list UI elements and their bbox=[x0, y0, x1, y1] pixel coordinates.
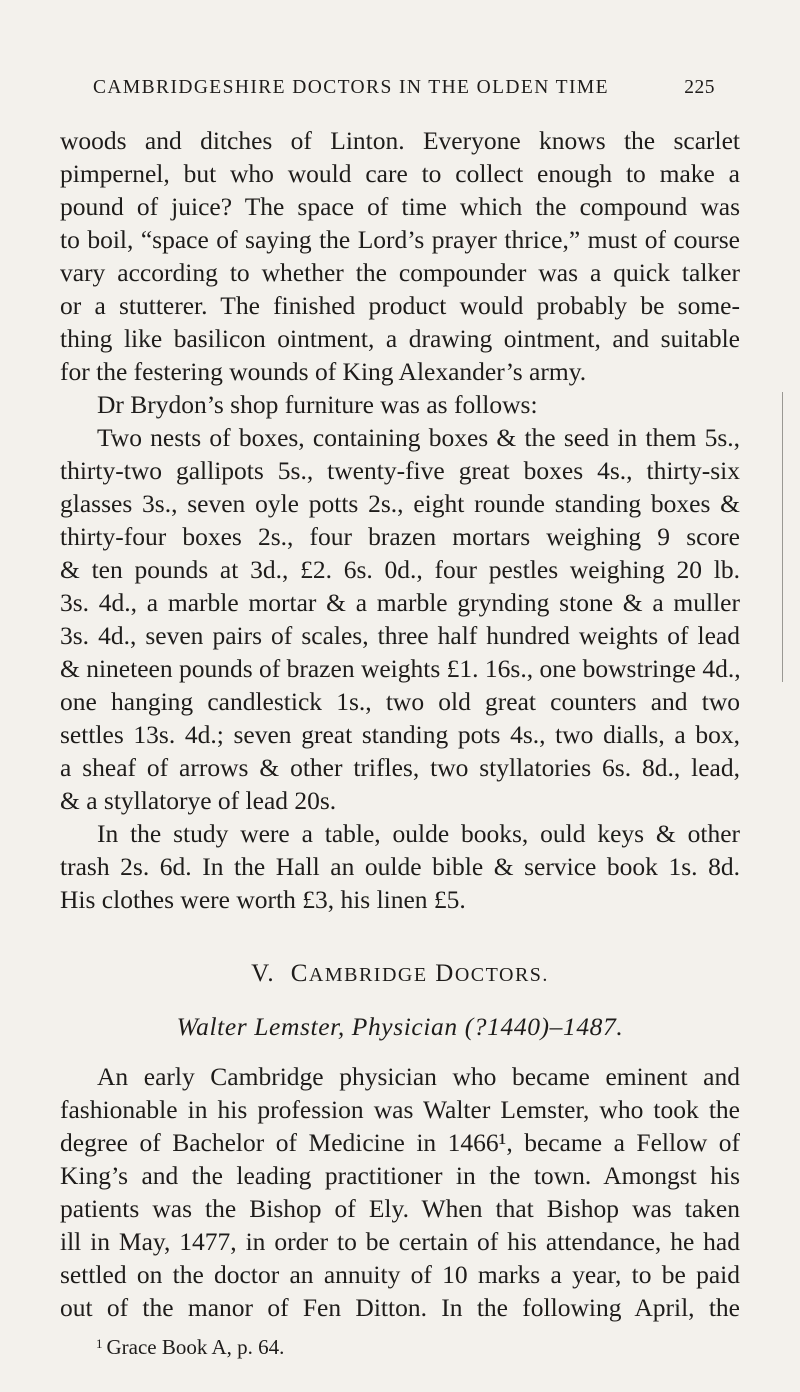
footnote bbox=[96, 1335, 284, 1360]
text-line: fashionable in his profession was Walter Lemster, who took the bbox=[60, 1095, 740, 1124]
text-line: for the festering wounds of King Alexander’s army. bbox=[60, 357, 587, 386]
footnote-text: Grace Book A, p. 64. bbox=[106, 1335, 285, 1359]
text-line: settles 13s. 4d.; seven great standing pots 4s., two dialls, a box, bbox=[60, 720, 740, 749]
section-title-initial: C bbox=[290, 960, 309, 987]
section-heading bbox=[0, 960, 800, 988]
text-line: pimpernel, but who would care to collect enough to make a bbox=[60, 159, 740, 188]
text-line: a sheaf of arrows & other trifles, two styllatories 6s. 8d., lead, bbox=[60, 753, 740, 782]
text-line: pound of juice? The space of time which the compound was bbox=[60, 192, 740, 221]
text-line: thirty-two gallipots 5s., twenty-five great boxes 4s., thirty-six bbox=[60, 456, 740, 485]
section-number: V. bbox=[251, 960, 276, 987]
text-line: vary according to whether the compounder was a quick talker bbox=[60, 258, 740, 287]
text-line: An early Cambridge physician who became eminent and bbox=[97, 1062, 740, 1091]
running-title: CAMBRIDGESHIRE DOCTORS IN THE OLDEN TIME bbox=[93, 77, 609, 98]
text-line: woods and ditches of Linton. Everyone knows the scarlet bbox=[60, 126, 740, 155]
page-edge-mark bbox=[782, 392, 783, 682]
page-number: 225 bbox=[684, 77, 715, 98]
text-line: settled on the doctor an annuity of 10 marks a year, to be paid bbox=[60, 1260, 740, 1289]
text-line: or a stutterer. The finished product would probably be some- bbox=[60, 291, 740, 320]
text-line: one hanging candlestick 1s., two old great counters and two bbox=[60, 687, 740, 716]
text-line: & a styllatorye of lead 20s. bbox=[60, 786, 337, 815]
text-line: patients was the Bishop of Ely. When that Bishop was taken bbox=[60, 1194, 740, 1223]
text-line: thirty-four boxes 2s., four brazen mortars weighing 9 score bbox=[60, 522, 740, 551]
text-line: trash 2s. 6d. In the Hall an oulde bible & service book 1s. 8d. bbox=[60, 852, 740, 881]
text-line: & ten pounds at 3d., £2. 6s. 0d., four pestles weighing 20 lb. bbox=[60, 555, 740, 584]
text-line: to boil, “space of saying the Lord’s prayer thrice,” must of course bbox=[60, 225, 740, 254]
footnote-marker: 1 bbox=[96, 1336, 103, 1351]
text-line: ill in May, 1477, in order to be certain of his attendance, he had bbox=[60, 1227, 740, 1256]
subheading: Walter Lemster, Physician (?1440)–1487. bbox=[176, 1012, 624, 1041]
text-line: thing like basilicon ointment, a drawing ointment, and suitable bbox=[60, 324, 740, 353]
text-line: & nineteen pounds of brazen weights £1. 16s., one bowstringe 4d., bbox=[60, 654, 741, 683]
text-line: degree of Bachelor of Medicine in 1466¹, became a Fellow of bbox=[60, 1128, 740, 1157]
text-line: King’s and the leading practitioner in the town. Amongst his bbox=[60, 1161, 740, 1190]
running-header bbox=[93, 77, 715, 111]
text-line: 3s. 4d., a marble mortar & a marble grynding stone & a muller bbox=[60, 588, 740, 617]
text-line: Dr Brydon’s shop furniture was as follows: bbox=[97, 390, 538, 419]
text-line: Two nests of boxes, containing boxes & the seed in them 5s., bbox=[97, 423, 740, 452]
section-title-rest: OCTORS. bbox=[454, 964, 549, 986]
text-line: His clothes were worth £3, his linen £5. bbox=[60, 885, 466, 914]
text-line: In the study were a table, oulde books, ould keys & other bbox=[97, 819, 740, 848]
text-line: 3s. 4d., seven pairs of scales, three half hundred weights of lead bbox=[60, 621, 740, 650]
text-line: glasses 3s., seven oyle potts 2s., eight rounde standing boxes & bbox=[60, 489, 740, 518]
section-title-initial: D bbox=[435, 960, 455, 987]
text-line: out of the manor of Fen Ditton. In the following April, the bbox=[60, 1293, 740, 1322]
section-title-rest: AMBRIDGE bbox=[308, 964, 428, 986]
